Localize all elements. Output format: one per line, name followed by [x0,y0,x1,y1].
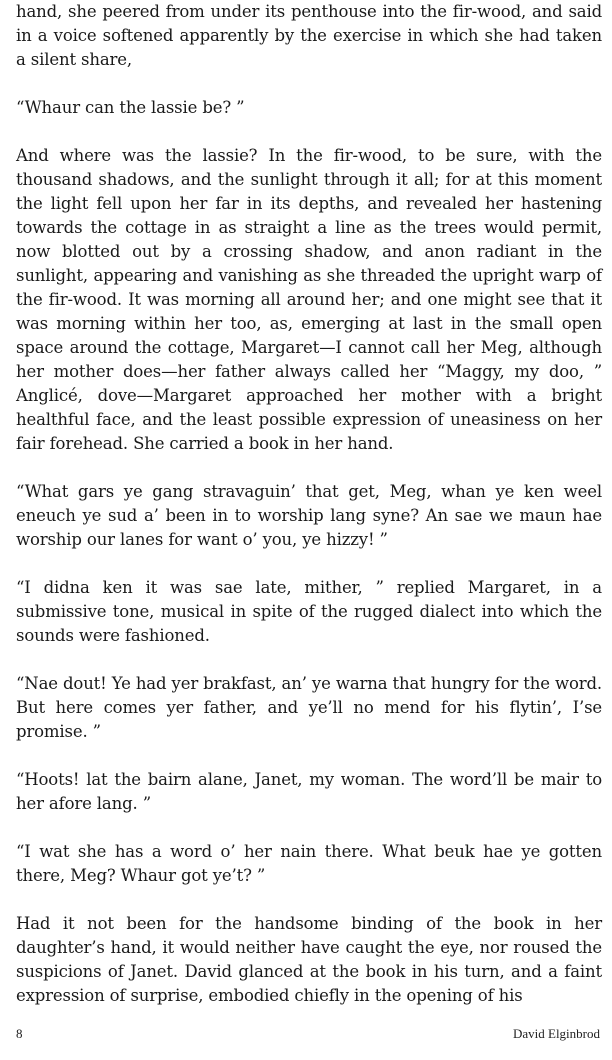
paragraph-gap [16,72,602,96]
running-title: David Elginbrod [512,1026,600,1041]
paragraph-gap [16,888,602,912]
paragraph-gap [16,552,602,576]
paragraph-6: “Nae dout! Ye had yer brakfast, an’ ye warna that hungry for the word. But here comes yer father, and ye’ll no mend for his flytin’, I’se promise. ” [16,674,602,741]
paragraph-3: And where was the lassie? In the fir-wood, to be sure, with the thousand shadows, and the sunlight through it all; for at this moment the light fell upon her far in its depths, and revealed her hastening towards the cottage in as straight a line as the trees would permit, now blotted out by a crossing shadow, and anon radiant in the sunlight, appearing and vanishing as she threaded the upright warp of the fir-wood. It was morning all around her; and one might see that it was morning within her too, as, emerging at last in the small open space around the cottage, Margaret—I cannot call her Meg, although her mother does—her father always called her “Maggy, my doo, ” Anglicé, dove—Margaret approached her mother with a bright healthful face, and the least possible expression of uneasiness on her fair forehead. She carried a book in her hand. [16,146,602,453]
paragraph-2: “Whaur can the lassie be? ” [16,98,245,117]
paragraph-1: hand, she peered from under its penthouse into the fir-wood, and said in a voice softened apparently by the exercise in which she had taken a silent share, [16,2,602,69]
paragraph-9: Had it not been for the handsome binding of the book in her daughter’s hand, it would neither have caught the eye, nor roused the suspicions of Janet. David glanced at the book in his turn, and a faint expression of surprise, embodied chiefly in the opening of his [16,914,602,1005]
page-body [16,0,602,1008]
paragraph-4: “What gars ye gang stravaguin’ that get, Meg, whan ye ken weel eneuch ye sud a’ been in to worship lang syne? An sae we maun hae worship our lanes for want o’ you, ye hizzy! ” [16,482,602,549]
paragraph-7: “Hoots! lat the bairn alane, Janet, my woman. The word’ll be mair to her afore lang. ” [16,770,602,813]
paragraph-gap [16,120,602,144]
paragraph-5: “I didna ken it was sae late, mither, ” replied Margaret, in a submissive tone, musical in spite of the rugged dialect into which the sounds were fashioned. [16,578,602,645]
paragraph-gap [16,648,602,672]
paragraph-gap [16,816,602,840]
page-footer [16,1026,600,1046]
page-number: 8 [16,1026,23,1041]
paragraph-gap [16,456,602,480]
paragraph-gap [16,744,602,768]
paragraph-8: “I wat she has a word o’ her nain there. What beuk hae ye gotten there, Meg? Whaur got ye’t? ” [16,842,602,885]
